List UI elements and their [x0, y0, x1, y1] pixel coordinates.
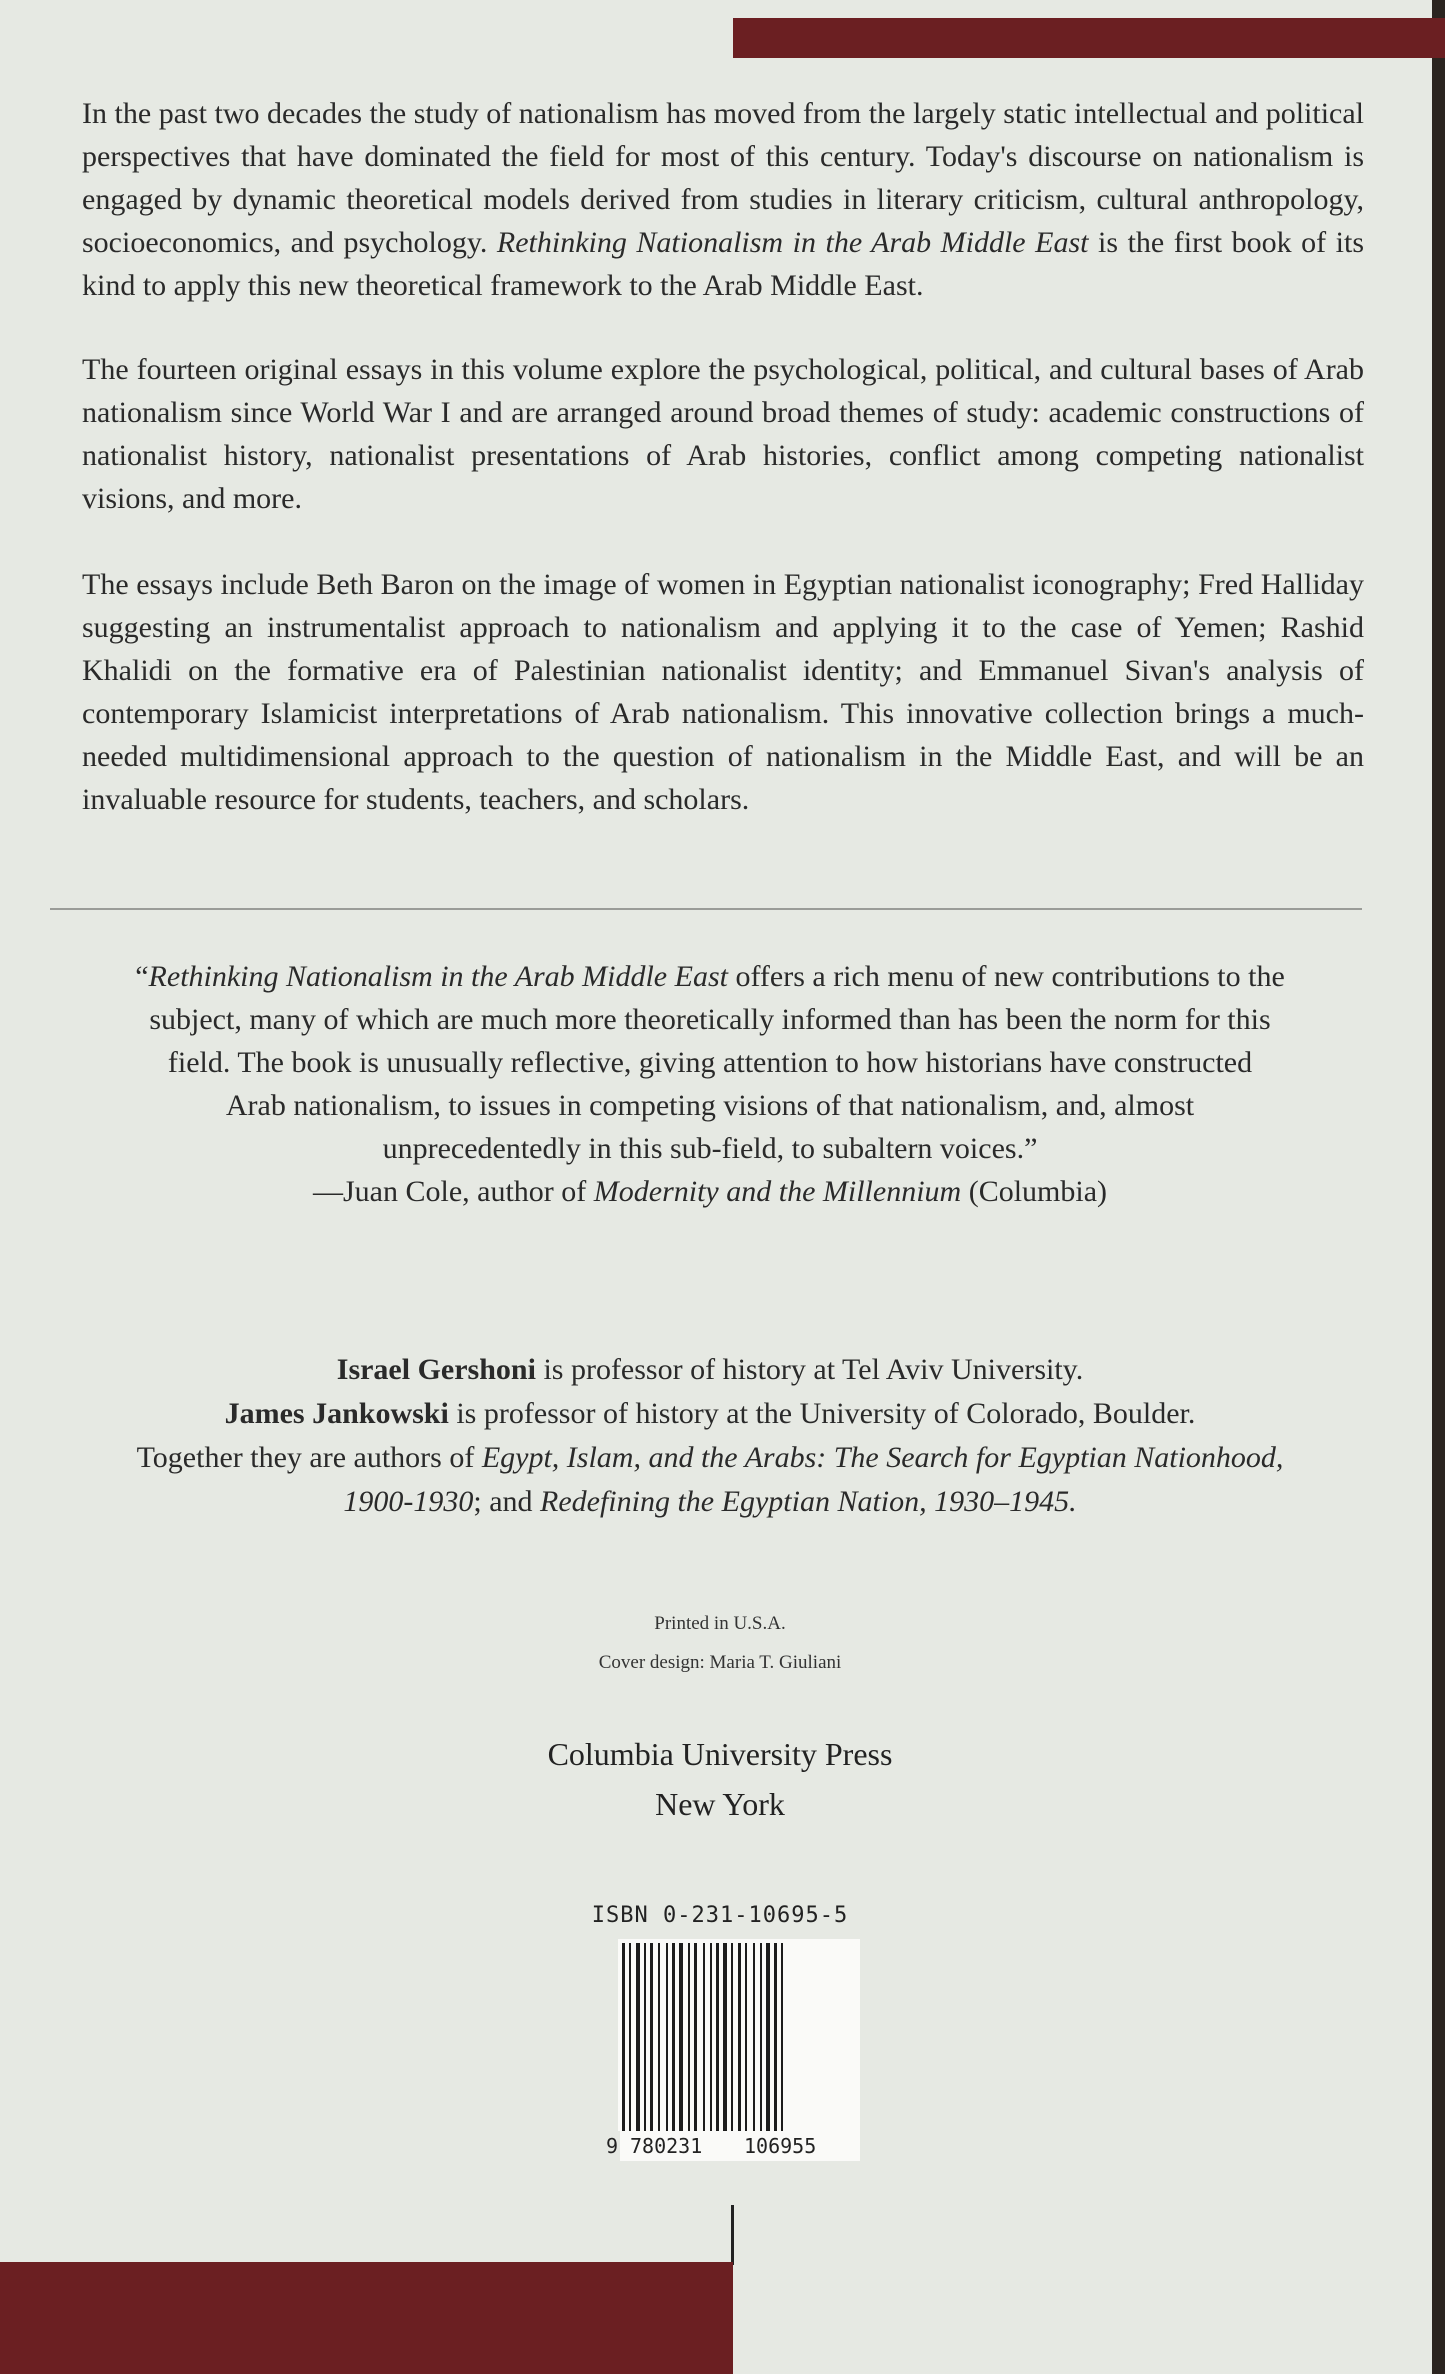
barcode-lead-digit: 9: [606, 2134, 619, 2158]
barcode-bar: [753, 1943, 755, 2131]
p1-book-title: Rethinking Nationalism in the Arab Middle East: [496, 226, 1089, 259]
isbn-label: ISBN 0-231-10695-5: [591, 1903, 849, 1928]
quote-line-1-text: offers a rich menu of new contributions to the: [727, 960, 1285, 993]
attribution-prefix: —Juan Cole, author of: [312, 1175, 594, 1208]
publisher-city: New York: [655, 1786, 785, 1822]
barcode-right-digits: 106955: [744, 2134, 817, 2158]
description-paragraph-1: [82, 92, 1364, 307]
publisher-name: Columbia University Press: [547, 1736, 893, 1772]
barcode-bar: [679, 1943, 683, 2131]
barcode-bar: [716, 1943, 719, 2131]
author-1-bio: [60, 1348, 1360, 1392]
authors-works-line-1: [60, 1436, 1360, 1480]
barcode-bar: [672, 1943, 675, 2131]
description-paragraph-2: The fourteen original essays in this volume explore the psychological, political, and cultural bases of Arab nationalism since World War I and are arranged around broad themes of study: academic constructions of nationalist history, nationalist presentations of Arab histories, conflict among competing nationalist visions, and more.: [82, 353, 1364, 515]
works-separator: ; and: [473, 1485, 541, 1518]
barcode-bar: [731, 1943, 733, 2131]
endorsement-quote: [60, 955, 1360, 1213]
quote-line-3: field. The book is unusually reflective, giving attention to how historians have constructed: [167, 1046, 1253, 1079]
p1-text: In the past two decades the study of nationalism has moved from the largely static intellectual and political perspectives that have dominated the field for most of this century. Today's discourse on nationalism is engaged by dynamic theoretical models derived from studies in literary criticism, cultural anthropology, socioeconomics, and psychology.: [82, 97, 1364, 259]
works-book-2: Redefining the Egyptian Nation, 1930–1945.: [540, 1485, 1077, 1518]
bottom-color-band: [0, 2262, 733, 2374]
printed-in: Printed in U.S.A.: [654, 1613, 786, 1634]
open-quote-mark: “: [135, 960, 149, 993]
attribution-book: Modernity and the Millennium: [593, 1175, 962, 1208]
barcode-left-digits: 780231: [630, 2134, 703, 2158]
barcode-graphic: [596, 1939, 860, 2161]
cover-design-credit: Cover design: Maria T. Giuliani: [598, 1652, 842, 1673]
description-paragraph-3: The essays include Beth Baron on the image of women in Egyptian nationalist iconography; Fred Halliday suggesting an instrumentalist approach to nationalism and applying it to the case of Yemen; Rashid Khalidi on the formative era of Palestinian nationalist identity; and Emmanuel Sivan's analysis of contemporary Islamicist interpretations of Arab nationalism. This innovative collection brings a much-needed multidimensional approach to the question of nationalism in the Middle East, and will be an invaluable resource for students, teachers, and scholars.: [82, 568, 1364, 816]
barcode-bar: [760, 1943, 762, 2131]
quote-line-5: unprecedentedly in this sub-field, to subaltern voices.”: [382, 1132, 1038, 1165]
barcode-bar: [766, 1943, 770, 2131]
barcode-bar: [703, 1943, 705, 2131]
top-color-band: [733, 18, 1445, 58]
barcode-bar: [723, 1943, 727, 2131]
p1-text-end: is the first book of its kind to apply this new theoretical framework to the Arab Middle East.: [82, 226, 1365, 302]
barcode-bar: [694, 1943, 697, 2131]
barcode: [596, 1939, 860, 2161]
barcode-bar: [650, 1943, 653, 2131]
author-bios: [60, 1348, 1360, 1524]
author-2-bio: [60, 1392, 1360, 1436]
barcode-bar: [774, 1943, 777, 2131]
works-book-1: Egypt, Islam, and the Arabs: The Search for Egyptian Nationhood,: [481, 1441, 1284, 1474]
barcode-bar: [636, 1943, 640, 2131]
authors-works-line-2: [60, 1480, 1360, 1524]
works-prefix: Together they are authors of: [136, 1441, 482, 1474]
quote-line-1: [60, 955, 1360, 998]
barcode-bar: [644, 1943, 646, 2131]
author-1-name: Israel Gershoni: [336, 1353, 536, 1386]
divider-rule: [50, 908, 1362, 910]
quote-attribution: [60, 1170, 1360, 1213]
barcode-bar: [688, 1943, 690, 2131]
barcode-bar: [738, 1943, 741, 2131]
attribution-suffix: (Columbia): [961, 1175, 1108, 1208]
barcode-bar: [781, 1943, 783, 2131]
band-edge-line: [731, 2205, 734, 2265]
barcode-bar: [745, 1943, 747, 2131]
author-2-text: is professor of history at the University of Colorado, Boulder.: [448, 1397, 1196, 1430]
quote-line-4: Arab nationalism, to issues in competing visions of that nationalism, and, almost: [225, 1089, 1195, 1122]
works-book-1-years: 1900-1930: [343, 1485, 474, 1518]
author-2-name: James Jankowski: [224, 1397, 449, 1430]
quote-book-title: Rethinking Nationalism in the Arab Middle East: [148, 960, 728, 993]
barcode-bar: [666, 1943, 668, 2131]
barcode-bar: [710, 1943, 712, 2131]
barcode-bar: [658, 1943, 660, 2131]
barcode-bar: [629, 1943, 631, 2131]
quote-line-2: subject, many of which are much more theoretically informed than has been the norm for this: [149, 1003, 1271, 1036]
barcode-bar: [622, 1943, 625, 2131]
author-1-text: is professor of history at Tel Aviv University.: [535, 1353, 1084, 1386]
